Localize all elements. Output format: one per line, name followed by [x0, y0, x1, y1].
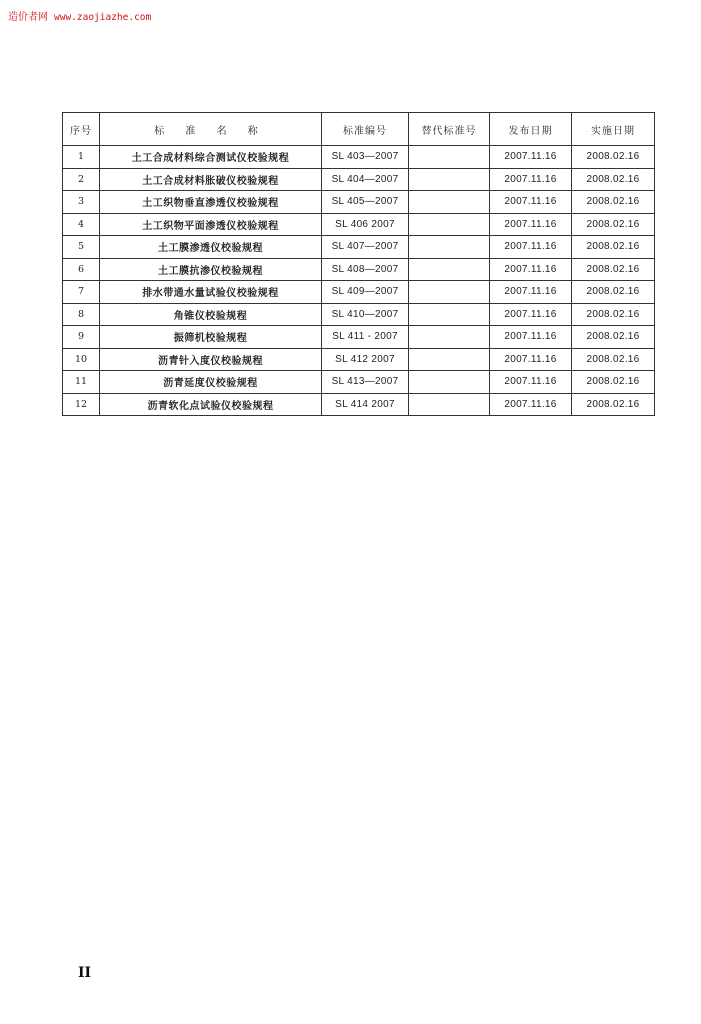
issue-date: 2007.11.16	[490, 393, 572, 416]
replaced-standard	[409, 213, 490, 236]
standard-name: 振筛机校验规程	[100, 326, 322, 349]
table-row	[63, 236, 655, 259]
effective-date: 2008.02.16	[572, 236, 655, 259]
issue-date: 2007.11.16	[490, 258, 572, 281]
col-header-effective: 实施日期	[572, 113, 655, 146]
effective-date: 2008.02.16	[572, 213, 655, 236]
row-number: 6	[63, 258, 100, 281]
replaced-standard	[409, 326, 490, 349]
issue-date: 2007.11.16	[490, 168, 572, 191]
replaced-standard	[409, 348, 490, 371]
effective-date: 2008.02.16	[572, 146, 655, 169]
table-row	[63, 371, 655, 394]
standard-name: 沥青针入度仪校验规程	[100, 348, 322, 371]
standard-name: 土工合成材料综合测试仪校验规程	[100, 146, 322, 169]
table-row	[63, 348, 655, 371]
row-number: 12	[63, 393, 100, 416]
issue-date: 2007.11.16	[490, 281, 572, 304]
row-number: 2	[63, 168, 100, 191]
issue-date: 2007.11.16	[490, 326, 572, 349]
table-row	[63, 168, 655, 191]
col-header-name: 标 准 名 称	[100, 113, 322, 146]
effective-date: 2008.02.16	[572, 281, 655, 304]
replaced-standard	[409, 393, 490, 416]
col-header-code: 标准编号	[322, 113, 409, 146]
issue-date: 2007.11.16	[490, 191, 572, 214]
table-row	[63, 258, 655, 281]
row-number: 7	[63, 281, 100, 304]
effective-date: 2008.02.16	[572, 326, 655, 349]
page-number: II	[78, 965, 92, 981]
issue-date: 2007.11.16	[490, 236, 572, 259]
standard-code: SL 413—2007	[322, 371, 409, 394]
table-row	[63, 146, 655, 169]
effective-date: 2008.02.16	[572, 348, 655, 371]
standard-code: SL 412 2007	[322, 348, 409, 371]
site-name: 造价者网	[8, 12, 48, 23]
standard-code: SL 408—2007	[322, 258, 409, 281]
row-number: 4	[63, 213, 100, 236]
table-row	[63, 191, 655, 214]
table-body	[63, 146, 655, 416]
row-number: 8	[63, 303, 100, 326]
replaced-standard	[409, 258, 490, 281]
standard-name: 排水带通水量试验仪校验规程	[100, 281, 322, 304]
standard-code: SL 410—2007	[322, 303, 409, 326]
replaced-standard	[409, 191, 490, 214]
site-watermark	[8, 8, 157, 23]
issue-date: 2007.11.16	[490, 303, 572, 326]
effective-date: 2008.02.16	[572, 258, 655, 281]
row-number: 9	[63, 326, 100, 349]
table-row	[63, 393, 655, 416]
table-row	[63, 281, 655, 304]
standard-name: 角锥仪校验规程	[100, 303, 322, 326]
issue-date: 2007.11.16	[490, 146, 572, 169]
site-url: www.zaojiazhe.com	[54, 12, 152, 23]
replaced-standard	[409, 303, 490, 326]
replaced-standard	[409, 146, 490, 169]
col-header-issued: 发布日期	[490, 113, 572, 146]
issue-date: 2007.11.16	[490, 348, 572, 371]
replaced-standard	[409, 281, 490, 304]
standard-code: SL 403—2007	[322, 146, 409, 169]
replaced-standard	[409, 371, 490, 394]
table-header-row	[63, 113, 655, 146]
standard-code: SL 405—2007	[322, 191, 409, 214]
issue-date: 2007.11.16	[490, 371, 572, 394]
standard-name: 土工织物垂直渗透仪校验规程	[100, 191, 322, 214]
standard-code: SL 409—2007	[322, 281, 409, 304]
col-header-no: 序号	[63, 113, 100, 146]
standard-code: SL 407—2007	[322, 236, 409, 259]
replaced-standard	[409, 168, 490, 191]
effective-date: 2008.02.16	[572, 303, 655, 326]
standard-code: SL 414 2007	[322, 393, 409, 416]
standard-name: 土工膜抗渗仪校验规程	[100, 258, 322, 281]
standard-name: 沥青延度仪校验规程	[100, 371, 322, 394]
table-row	[63, 326, 655, 349]
standard-name: 土工合成材料胀破仪校验规程	[100, 168, 322, 191]
effective-date: 2008.02.16	[572, 371, 655, 394]
standards-table	[62, 112, 655, 416]
row-number: 11	[63, 371, 100, 394]
standard-name: 土工膜渗透仪校验规程	[100, 236, 322, 259]
replaced-standard	[409, 236, 490, 259]
issue-date: 2007.11.16	[490, 213, 572, 236]
row-number: 1	[63, 146, 100, 169]
standard-name: 沥青软化点试验仪校验规程	[100, 393, 322, 416]
effective-date: 2008.02.16	[572, 191, 655, 214]
row-number: 10	[63, 348, 100, 371]
row-number: 5	[63, 236, 100, 259]
effective-date: 2008.02.16	[572, 393, 655, 416]
standard-code: SL 411 - 2007	[322, 326, 409, 349]
table-row	[63, 213, 655, 236]
effective-date: 2008.02.16	[572, 168, 655, 191]
col-header-replaces: 替代标准号	[409, 113, 490, 146]
table-row	[63, 303, 655, 326]
row-number: 3	[63, 191, 100, 214]
standard-name: 土工织物平面渗透仪校验规程	[100, 213, 322, 236]
standard-code: SL 404—2007	[322, 168, 409, 191]
standard-code: SL 406 2007	[322, 213, 409, 236]
